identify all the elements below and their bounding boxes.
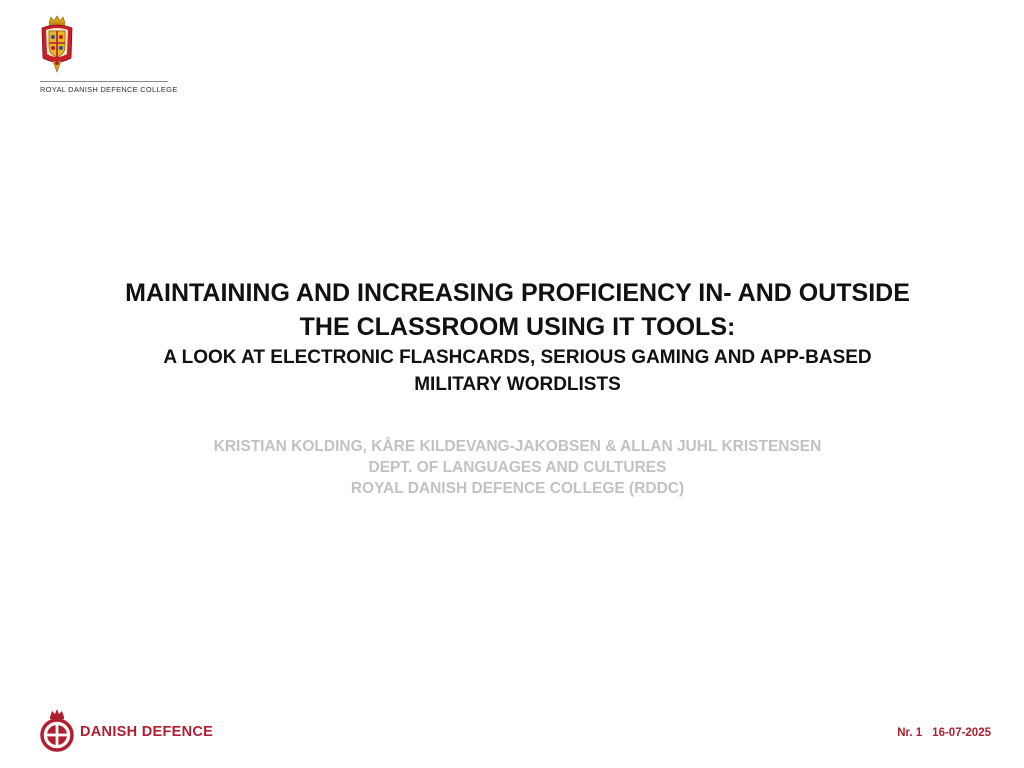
author-names: KRISTIAN KOLDING, KÅRE KILDEVANG-JAKOBSEN & ALLAN JUHL KRISTENSEN <box>213 438 822 455</box>
college-name: ROYAL DANISH DEFENCE COLLEGE <box>40 85 178 94</box>
royal-crest-icon <box>38 14 76 74</box>
footer-brand: DANISH DEFENCE <box>80 724 214 740</box>
subtitle-line-1: A LOOK AT ELECTRONIC FLASHCARDS, SERIOUS GAMING AND APP-BASED <box>163 347 872 368</box>
author-institution: ROYAL DANISH DEFENCE COLLEGE (RDDC) <box>350 480 685 497</box>
danish-defence-emblem-icon <box>38 708 76 752</box>
title-line-2: THE CLASSROOM USING IT TOOLS: <box>299 313 736 341</box>
header-divider <box>40 81 168 82</box>
title-block <box>40 276 995 398</box>
slide-date: 16-07-2025 <box>932 727 991 739</box>
title-line-1: MAINTAINING AND INCREASING PROFICIENCY IN- AND OUTSIDE <box>125 279 910 307</box>
slide-number: Nr. 1 <box>897 727 923 739</box>
footer-meta <box>897 727 991 739</box>
author-department: DEPT. OF LANGUAGES AND CULTURES <box>368 459 667 476</box>
authors-block <box>40 436 995 499</box>
subtitle-line-2: MILITARY WORDLISTS <box>414 374 621 395</box>
